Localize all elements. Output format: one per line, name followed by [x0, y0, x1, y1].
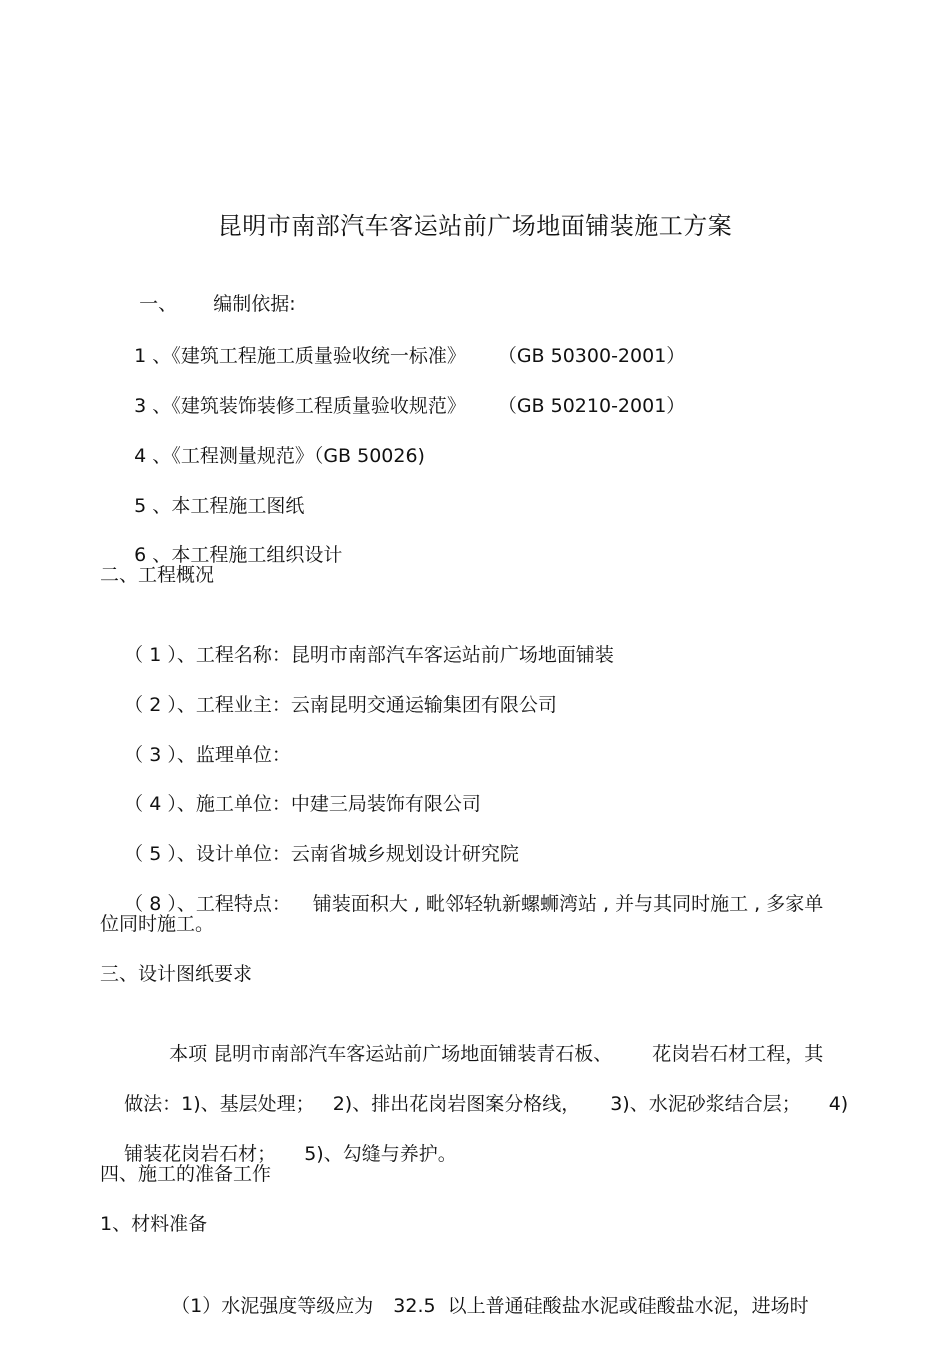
item-number: 4 、: [134, 445, 172, 467]
item-label: 工程特点：: [195, 893, 291, 915]
paragraph-text: 3)、水泥砂浆结合层；: [610, 1093, 801, 1115]
item-text: 本工程施工组织设计: [171, 544, 343, 566]
item-text: 监理单位：: [195, 744, 291, 766]
item-text: 《工程测量规范》（GB 50026): [171, 445, 425, 467]
item-text: 《建筑工程施工质量验收统一标准》: [171, 345, 466, 367]
item-number: 1 、: [134, 345, 172, 367]
item-text: 施工单位：中建三局装饰有限公司: [195, 793, 481, 815]
section3-heading: 三、设计图纸要求: [100, 963, 253, 985]
item-number: （ 1 ）、: [124, 644, 196, 666]
paragraph-text: （1）水泥强度等级应为: [171, 1295, 374, 1317]
item-text: 本工程施工图纸: [171, 495, 305, 517]
paragraph-text: 4): [828, 1093, 849, 1115]
item-text: 设计单位：云南省城乡规划设计研究院: [195, 843, 519, 865]
section1-num: 一、: [139, 293, 178, 315]
list-item-continuation: 位同时施工。: [100, 913, 215, 935]
paragraph-text: 做法：1)、基层处理；: [124, 1093, 315, 1115]
item-text: 工程名称：昆明市南部汽车客运站前广场地面铺装: [195, 644, 614, 666]
document-title: 昆明市南部汽车客运站前广场地面铺装施工方案: [217, 212, 733, 240]
item-text: 工程业主：云南昆明交通运输集团有限公司: [195, 694, 557, 716]
subsection-heading: 1、材料准备: [100, 1213, 208, 1235]
paragraph-text: 本项 昆明市南部汽车客运站前广场地面铺装青石板、: [169, 1043, 613, 1065]
item-number: （ 8 ）、: [124, 893, 196, 915]
paragraph-text: 花岗岩石材工程，其: [652, 1043, 824, 1065]
item-number: 3 、: [134, 395, 172, 417]
item-number: （ 5 ）、: [124, 843, 196, 865]
paragraph-text: 5)、勾缝与养护。: [304, 1143, 457, 1165]
paragraph-text: 铺装花岗岩石材；: [124, 1143, 277, 1165]
item-number: 6 、: [134, 544, 172, 566]
item-number: （ 3 ）、: [124, 744, 196, 766]
paragraph-line: [147, 1261, 809, 1351]
item-text: 铺装面积大 , 毗邻轻轨新螺蛳湾站 , 并与其同时施工 , 多家单: [312, 893, 824, 915]
paragraph-text: 2)、排出花岗岩图案分格线，: [332, 1093, 581, 1115]
item-number: （ 4 ）、: [124, 793, 196, 815]
item-code: （GB 50300-2001）: [497, 345, 686, 367]
section1-title: 编制依据:: [213, 293, 296, 315]
section4-heading: 四、施工的准备工作: [100, 1163, 272, 1185]
item-text: 《建筑装饰装修工程质量验收规范》: [171, 395, 466, 417]
item-number: （ 2 ）、: [124, 694, 196, 716]
paragraph-text: 32.5 以上普通硅酸盐水泥或硅酸盐水泥，进场时: [393, 1295, 809, 1317]
item-number: 5 、: [134, 495, 172, 517]
section2-heading: 二、工程概况: [100, 564, 215, 586]
item-code: （GB 50210-2001）: [497, 395, 686, 417]
